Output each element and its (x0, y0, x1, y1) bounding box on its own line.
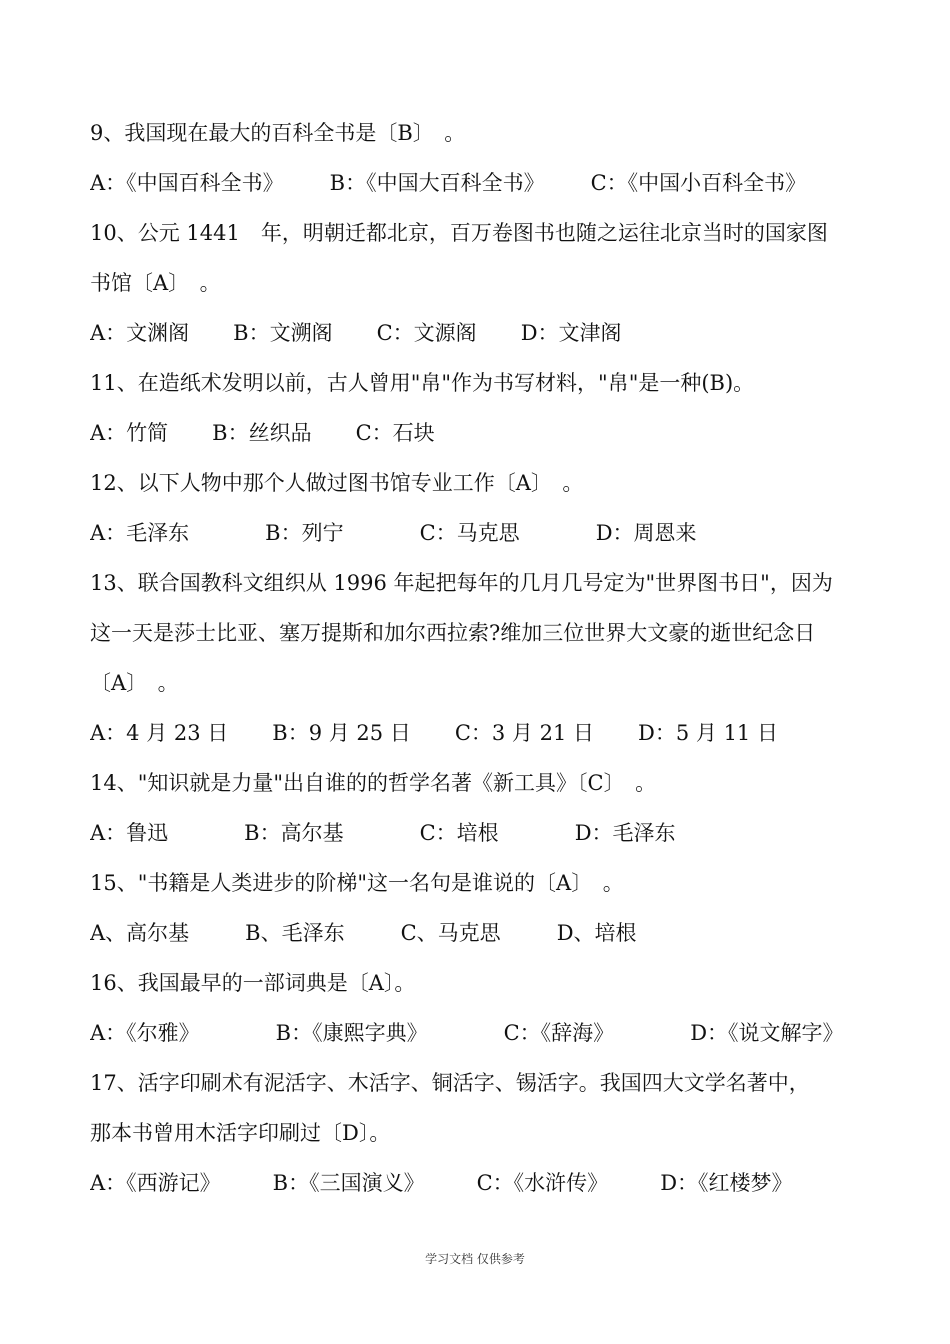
option-a: A：文渊阁 (90, 321, 190, 345)
question-9: 9、我国现在最大的百科全书是〔B〕 。 (90, 121, 466, 145)
option-c: C：3 月 21 日 (454, 721, 595, 745)
question-15: 15、"书籍是人类进步的阶梯"这一名句是谁说的〔A〕 。 (90, 871, 624, 895)
option-a: A：鲁迅 (90, 821, 169, 845)
option-b: B：《中国大百科全书》 (329, 171, 545, 195)
option-b: B：9 月 25 日 (272, 721, 411, 745)
option-d: D：《红楼梦》 (660, 1171, 793, 1195)
option-c: C：文源阁 (376, 321, 477, 345)
question-11-options (90, 408, 870, 458)
option-a: A：4 月 23 日 (90, 721, 229, 745)
option-d: D：《说文解字》 (690, 1021, 844, 1045)
question-13-line-1: 13、联合国教科文组织从 1996 年起把每年的几月几号定为"世界图书日"，因为 (90, 571, 833, 595)
option-b: B：文溯阁 (233, 321, 333, 345)
question-13-line-2: 这一天是莎士比亚、塞万提斯和加尔西拉索?维加三位世界大文豪的逝世纪念日 (90, 621, 816, 645)
option-a: A：竹简 (90, 421, 169, 445)
option-d: D：5 月 11 日 (638, 721, 778, 745)
option-a: A：《尔雅》 (90, 1021, 200, 1045)
option-a: A：《西游记》 (90, 1171, 221, 1195)
option-b: B：丝织品 (212, 421, 312, 445)
question-9-options (90, 158, 870, 208)
option-d: D：周恩来 (595, 521, 697, 545)
option-a: A：《中国百科全书》 (90, 171, 284, 195)
question-17-line-2: 那本书曾用木活字印刷过〔D〕。 (90, 1121, 391, 1145)
option-c: C：培根 (419, 821, 499, 845)
option-c: C：马克思 (419, 521, 520, 545)
option-c: C：《水浒传》 (476, 1171, 609, 1195)
option-a: A：毛泽东 (90, 521, 190, 545)
question-13-line-3: 〔A〕 。 (90, 671, 179, 695)
option-b: B、毛泽东 (245, 921, 345, 945)
question-11: 11、在造纸术发明以前，古人曾用"帛"作为书写材料，"帛"是一种(B)。 (90, 371, 755, 395)
option-c: C、马克思 (400, 921, 501, 945)
option-b: B：《康熙字典》 (275, 1021, 428, 1045)
option-d: D、培根 (556, 921, 637, 945)
question-15-options (90, 908, 870, 958)
question-10-options (90, 308, 870, 358)
option-c: C：《辞海》 (503, 1021, 615, 1045)
option-d: D：文津阁 (520, 321, 622, 345)
question-13-options (90, 708, 870, 758)
question-12-options (90, 508, 870, 558)
question-10-line-2: 书馆〔A〕 。 (90, 271, 221, 295)
option-c: C：石块 (355, 421, 435, 445)
question-16-options (90, 1008, 870, 1058)
option-b: B：高尔基 (244, 821, 344, 845)
option-b: B：《三国演义》 (272, 1171, 425, 1195)
page-footer: 学习文档 仅供参考 (425, 1252, 525, 1266)
option-a: A、高尔基 (90, 921, 190, 945)
question-14: 14、"知识就是力量"出自谁的的哲学名著《新工具》〔C〕 。 (90, 771, 657, 795)
question-17-options (90, 1158, 870, 1208)
option-d: D：毛泽东 (574, 821, 676, 845)
question-list (90, 108, 870, 1208)
question-10-line-1: 10、公元 1441 年，明朝迁都北京，百万卷图书也随之运往北京当时的国家图 (90, 221, 828, 245)
question-14-options (90, 808, 870, 858)
option-c: C：《中国小百科全书》 (590, 171, 807, 195)
question-16: 16、我国最早的一部词典是〔A〕。 (90, 971, 416, 995)
option-b: B：列宁 (265, 521, 344, 545)
question-17-line-1: 17、活字印刷术有泥活字、木活字、铜活字、锡活字。我国四大文学名著中， (90, 1071, 810, 1095)
question-12: 12、以下人物中那个人做过图书馆专业工作〔A〕 。 (90, 471, 584, 495)
